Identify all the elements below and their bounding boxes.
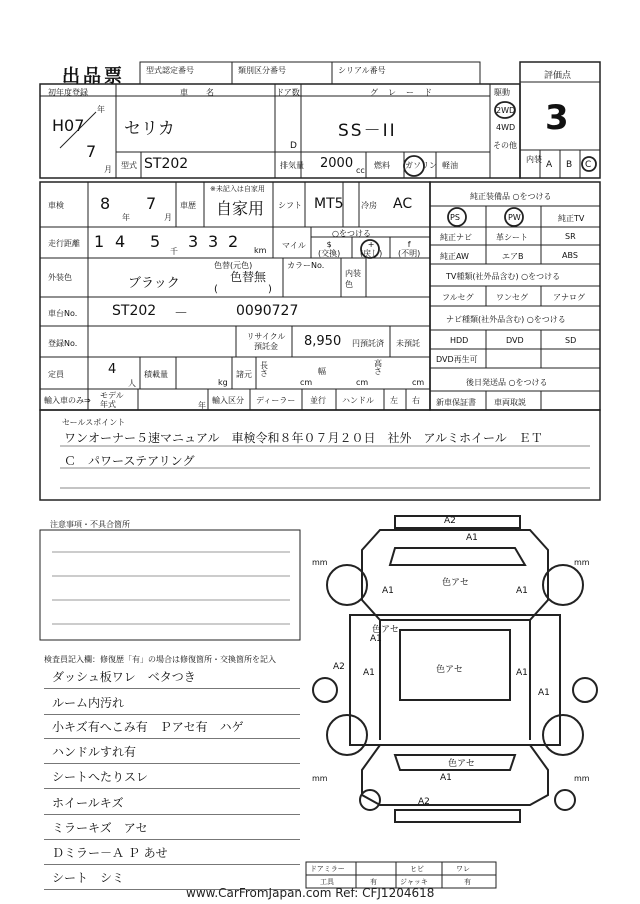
length-cm: cm bbox=[300, 378, 313, 387]
exterior-color-label: 外装色 bbox=[48, 273, 72, 282]
diagram-mark-left-door: A2 bbox=[333, 662, 345, 672]
first-reg-month: 7 bbox=[86, 142, 97, 161]
diagram-mm-2: mm bbox=[574, 558, 590, 567]
kg-unit: kg bbox=[218, 378, 228, 387]
year-unit: 年 bbox=[97, 105, 105, 114]
diagram-mark-left-door-a1: A1 bbox=[363, 668, 375, 678]
model-cert-label: 型式認定番号 bbox=[146, 66, 194, 75]
inspection-label: 車検 bbox=[48, 201, 64, 210]
meter-swap: $ (交換) bbox=[318, 240, 341, 258]
diagram-mark-right-fender: A1 bbox=[516, 586, 528, 596]
displacement-label: 排気量 bbox=[280, 161, 304, 170]
diagram-mark-left-pillar: 色アセ bbox=[372, 625, 399, 635]
drive-label: 駆動 bbox=[494, 88, 510, 97]
equip-ps: PS bbox=[450, 213, 460, 222]
recycle-amount: 8,950 bbox=[304, 334, 342, 349]
month-unit: 月 bbox=[104, 165, 112, 174]
diagram-mark-right-door: A1 bbox=[516, 668, 528, 678]
notes-label: 注意事項・不具合箇所 bbox=[50, 520, 130, 529]
inspection-year-unit: 年 bbox=[122, 213, 130, 222]
drive-2wd: 2WD bbox=[496, 106, 516, 115]
repaint-value: 色替無 bbox=[230, 270, 267, 284]
footer-watermark: www.CarFromJapan.com Ref: CFJ1204618 bbox=[186, 886, 435, 900]
docs-title: 後日発送品 ○をつける bbox=[466, 378, 548, 387]
car-name-value: セリカ bbox=[124, 119, 175, 139]
mileage-digit-5: 3 bbox=[208, 232, 219, 251]
note-line-4: ハンドルすれ有 bbox=[52, 745, 137, 759]
repaint-label: 色替(元色) bbox=[214, 261, 253, 270]
height-cm: cm bbox=[412, 378, 425, 387]
handle-label: ハンドル bbox=[342, 396, 374, 405]
diagram-mark-bonnet: 色アセ bbox=[442, 578, 469, 588]
class-label: 類別区分番号 bbox=[238, 66, 286, 75]
door-mirror-label: ドアミラー bbox=[310, 865, 345, 873]
diagram-mark-bonnet-edge: A1 bbox=[466, 533, 478, 543]
interior-label: 内装 bbox=[526, 155, 542, 164]
recycle-unpaid: 未預託 bbox=[396, 339, 420, 348]
tools-label: 工具 bbox=[320, 878, 334, 886]
jack-label: ジャッキ bbox=[400, 878, 428, 886]
note-line-6: ホイールキズ bbox=[52, 796, 124, 810]
import-cat-label: 輸入区分 bbox=[212, 396, 244, 405]
navi-dvd: DVD bbox=[506, 336, 524, 345]
width-cm: cm bbox=[356, 378, 369, 387]
jack-mark: 有 bbox=[464, 878, 471, 886]
docs-manual: 車両取説 bbox=[494, 398, 526, 407]
shift-value: MT5 bbox=[314, 196, 344, 212]
tools-mark: 有 bbox=[370, 878, 377, 886]
ac-label: 冷房 bbox=[361, 201, 377, 210]
reg-no-label: 登録No. bbox=[48, 339, 78, 348]
model-year-unit: 年 bbox=[198, 401, 206, 410]
score-value: 3 bbox=[545, 98, 569, 138]
handle-left: 左 bbox=[390, 396, 398, 405]
import-label: 輸入車のみ⇒ bbox=[44, 396, 91, 405]
first-reg-year: H07 bbox=[52, 116, 85, 135]
inspection-month-unit: 月 bbox=[164, 213, 172, 222]
model-value: ST202 bbox=[144, 156, 189, 172]
model-year-label: モデル年式 bbox=[100, 391, 124, 409]
meter-unknown: f (不明) bbox=[398, 240, 421, 258]
note-line-3: 小キズ有へこみ有 Ｐアセ有 ハゲ bbox=[52, 720, 244, 734]
diagram-mark-rear-bumper: A2 bbox=[418, 797, 430, 807]
km-unit: km bbox=[254, 246, 267, 255]
capacity-label: 定員 bbox=[48, 370, 64, 379]
displacement-value: 2000 bbox=[320, 156, 354, 171]
car-name-label: 車名 bbox=[180, 88, 232, 97]
score-label: 評価点 bbox=[544, 71, 572, 81]
first-reg-label: 初年度登録 bbox=[48, 88, 88, 97]
drive-other: その他 bbox=[493, 141, 517, 150]
interior-c: C bbox=[585, 160, 592, 170]
mileage-digit-3: 5 bbox=[150, 232, 161, 251]
load-label: 積載量 bbox=[144, 370, 168, 379]
equip-sr: SR bbox=[565, 232, 576, 241]
capacity-value: 4 bbox=[108, 362, 117, 377]
grade-value: SS－II bbox=[338, 121, 397, 141]
diagram-mark-roof: 色アセ bbox=[436, 665, 463, 675]
equip-airbag: エアB bbox=[502, 252, 524, 261]
recycle-label: リサイクル預託金 bbox=[246, 332, 286, 351]
break-label: ワレ bbox=[456, 865, 470, 873]
sales-point-line-1: ワンオーナー５速マニュアル 車検令和８年０７月２０日 社外 アルミホイール ＥＴ bbox=[64, 431, 543, 445]
tv-one: ワンセグ bbox=[496, 293, 528, 302]
door-label: ドア数 bbox=[276, 88, 300, 97]
thousand-unit: 千 bbox=[170, 247, 178, 256]
ac-value: AC bbox=[393, 196, 413, 212]
navi-sd: SD bbox=[565, 336, 577, 345]
inspection-year: 8 bbox=[100, 194, 111, 213]
note-line-8: Ｄミラー－Ａ Ｐ あせ bbox=[52, 846, 168, 860]
equip-aw: 純正AW bbox=[440, 252, 469, 261]
note-line-2: ルーム内汚れ bbox=[52, 696, 125, 710]
interior-color-label: 内装色 bbox=[345, 269, 361, 289]
note-line-1: ダッシュ板ワレ ベタつき bbox=[52, 670, 196, 684]
fuel-label: 燃料 bbox=[374, 161, 390, 170]
equip-navi: 純正ナビ bbox=[440, 233, 472, 242]
handle-right: 右 bbox=[412, 396, 420, 405]
sales-point-label: セールスポイント bbox=[62, 418, 126, 427]
meter-rollback: + (戻し) bbox=[360, 240, 383, 258]
exterior-color-value: ブラック bbox=[128, 276, 180, 291]
height-label: 高さ bbox=[374, 359, 382, 376]
dims-label: 諸元 bbox=[236, 370, 252, 379]
diagram-mm-3: mm bbox=[312, 774, 328, 783]
grade-label: グレード bbox=[370, 88, 442, 97]
diagram-mm-1: mm bbox=[312, 558, 328, 567]
paren-close: ) bbox=[268, 284, 272, 295]
mileage-digit-1: 1 bbox=[94, 232, 105, 251]
import-parallel: 並行 bbox=[310, 396, 326, 405]
diagram-mark-left-fender: A1 bbox=[382, 586, 394, 596]
crack-label: ヒビ bbox=[410, 865, 424, 873]
person-unit: 人 bbox=[128, 379, 136, 388]
navi-title: ナビ種類(社外品含む) ○をつける bbox=[446, 315, 566, 324]
drive-4wd: 4WD bbox=[496, 123, 516, 132]
interior-b: B bbox=[566, 160, 573, 170]
cc-unit: cc bbox=[356, 166, 365, 175]
chassis-number: 0090727 bbox=[236, 303, 299, 319]
equipment-title: 純正装備品 ○をつける bbox=[470, 192, 552, 201]
color-no-label: カラーNo. bbox=[287, 261, 325, 270]
paren-open: ( bbox=[214, 284, 218, 295]
fuel-diesel: 軽油 bbox=[442, 161, 458, 170]
diagram-mm-4: mm bbox=[574, 774, 590, 783]
tv-analog: アナログ bbox=[553, 293, 585, 302]
serial-label: シリアル番号 bbox=[338, 66, 386, 75]
mileage-digit-4: 3 bbox=[188, 232, 199, 251]
note-line-9: シート シミ bbox=[52, 871, 125, 885]
interior-a: A bbox=[546, 160, 553, 170]
equip-abs: ABS bbox=[562, 251, 578, 260]
diagram-mark-left-pillar-a1: A1 bbox=[370, 634, 382, 644]
fuel-gas: ガソリン bbox=[405, 161, 437, 170]
inspection-month: 7 bbox=[146, 194, 157, 213]
door-d: D bbox=[290, 141, 297, 151]
mileage-label: 走行距離 bbox=[48, 239, 80, 248]
tv-full: フルセグ bbox=[442, 293, 474, 302]
model-label: 型式 bbox=[121, 161, 137, 170]
width-label: 幅 bbox=[318, 367, 326, 376]
form-title: 出品票 bbox=[62, 66, 125, 87]
equip-tv: 純正TV bbox=[558, 214, 585, 223]
note-line-5: シートへたりスレ bbox=[52, 770, 149, 784]
docs-warranty: 新車保証書 bbox=[436, 398, 476, 407]
shift-label: シフト bbox=[278, 201, 302, 210]
note-line-7: ミラーキズ アセ bbox=[52, 821, 148, 835]
history-note: ※未記入は自家用 bbox=[210, 185, 265, 193]
recycle-unit: 円預託済 bbox=[352, 339, 384, 348]
sales-point-line-2: Ｃ パワーステアリング bbox=[64, 454, 195, 468]
history-value: 自家用 bbox=[216, 199, 265, 218]
chassis-label: 車台No. bbox=[48, 309, 78, 318]
diagram-mark-right-rear: A1 bbox=[538, 688, 550, 698]
history-label: 車歴 bbox=[180, 201, 196, 210]
tv-title: TV種類(社外品含む) ○をつける bbox=[446, 272, 561, 281]
chassis-dash: － bbox=[174, 306, 188, 322]
mileage-digit-2: 4 bbox=[115, 232, 126, 251]
equip-pw: PW bbox=[508, 213, 521, 222]
diagram-mark-trunk-a1: A1 bbox=[440, 773, 452, 783]
equip-leather: 革シート bbox=[496, 233, 528, 242]
import-dealer: ディーラー bbox=[256, 396, 296, 405]
diagram-mark-trunk: 色アセ bbox=[448, 759, 475, 769]
inspector-label: 検査員記入欄：修復歴「有」の場合は修復箇所・交換箇所を記入 bbox=[44, 655, 276, 664]
circle-note: ○をつける bbox=[332, 229, 371, 238]
dvd-label: DVD再生可 bbox=[436, 355, 478, 364]
mileage-digit-6: 2 bbox=[228, 232, 239, 251]
length-label: 長さ bbox=[260, 361, 268, 378]
diagram-mark-front-bumper: A2 bbox=[444, 516, 456, 526]
chassis-prefix: ST202 bbox=[112, 303, 157, 319]
mile-label: マイル bbox=[282, 241, 306, 250]
navi-hdd: HDD bbox=[450, 336, 469, 345]
